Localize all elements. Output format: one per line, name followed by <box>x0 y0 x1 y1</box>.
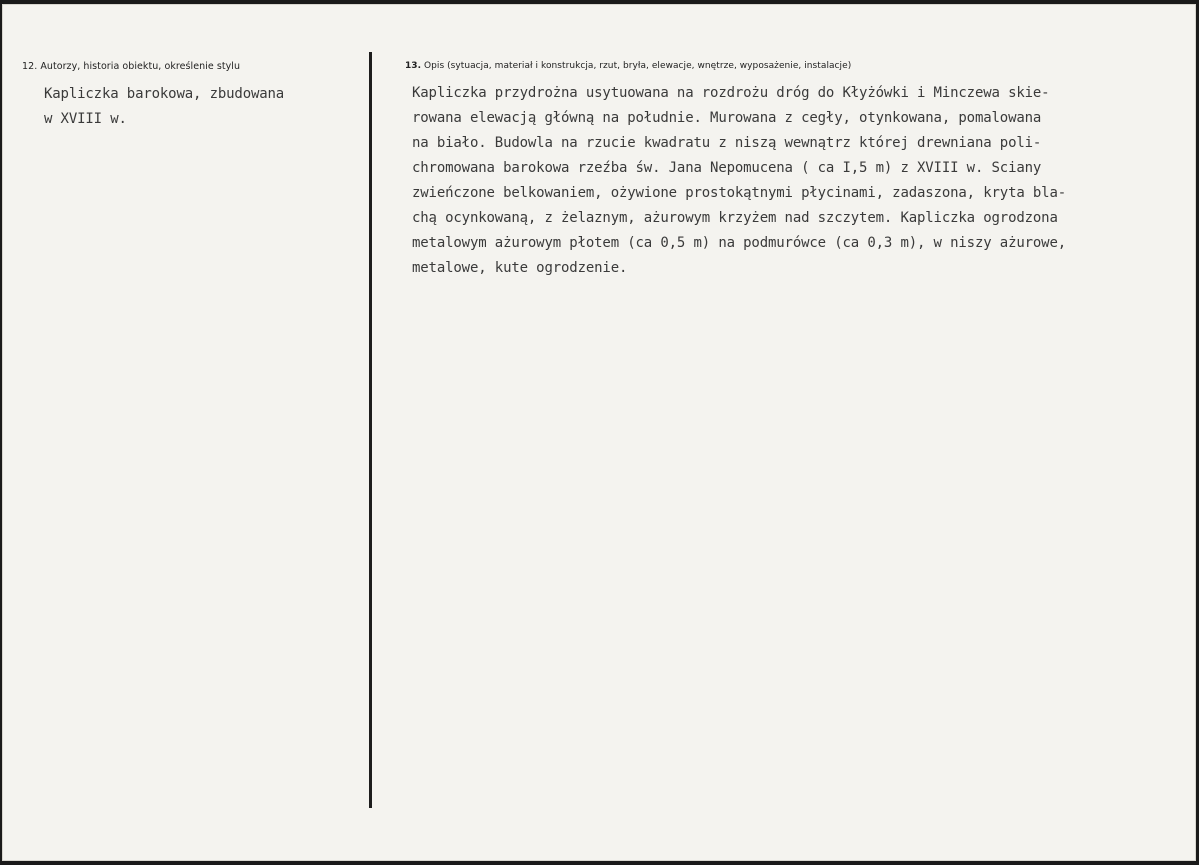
section-13-line: metalowe, kute ogrodzenie. <box>412 260 628 276</box>
section-13-body <box>412 81 1198 281</box>
section-13-line: metalowym ażurowym płotem (ca 0,5 m) na podmurówce (ca 0,3 m), w niszy ażurowe, <box>412 235 1067 251</box>
section-13-line: chą ocynkowaną, z żelaznym, ażurowym krzyżem nad szczytem. Kapliczka ogrodzona <box>412 210 1058 226</box>
section-12-title: Autorzy, historia obiektu, określenie stylu <box>40 61 241 72</box>
section-12-heading <box>22 61 240 72</box>
section-13-line: zwieńczone belkowaniem, ożywione prostokątnymi płycinami, zadaszona, kryta bla- <box>412 185 1067 201</box>
section-12-line: Kapliczka barokowa, zbudowana <box>44 86 285 102</box>
section-12-line: w XVIII w. <box>44 111 127 127</box>
column-divider <box>369 52 372 808</box>
section-13-title: Opis (sytuacja, materiał i konstrukcja, rzut, bryła, elewacje, wnętrze, wyposażenie, instalacje) <box>424 61 852 71</box>
section-13-number: 13. <box>405 61 422 71</box>
section-13-line: Kapliczka przydrożna usytuowana na rozdrożu dróg do Kłyżówki i Minczewa skie- <box>412 85 1050 101</box>
section-12-body <box>44 82 354 132</box>
section-13-line: chromowana barokowa rzeźba św. Jana Nepomucena ( ca I,5 m) z XVIII w. Sciany <box>412 160 1042 176</box>
section-13-line: na biało. Budowla na rzucie kwadratu z niszą wewnątrz której drewniana poli- <box>412 135 1042 151</box>
section-13-line: rowana elewacją główną na południe. Murowana z cegły, otynkowana, pomalowana <box>412 110 1042 126</box>
section-12-number: 12. <box>22 61 38 72</box>
section-13-heading <box>405 61 851 71</box>
record-card <box>2 4 1196 861</box>
